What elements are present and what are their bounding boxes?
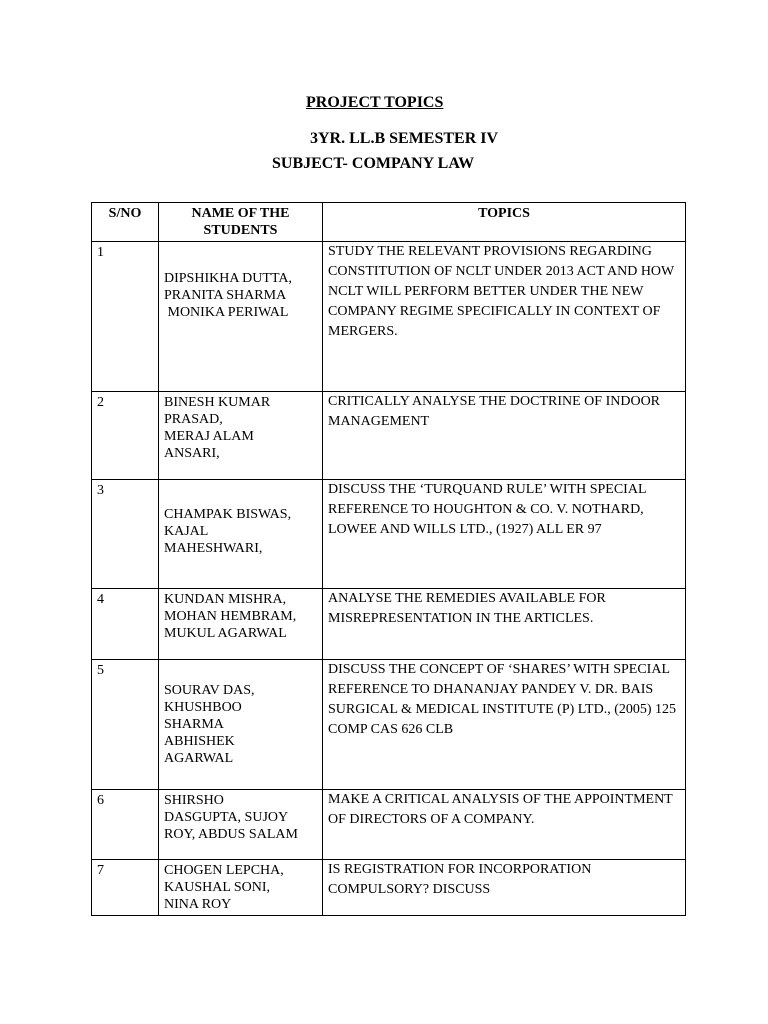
student-name-line: MUKUL AGARWAL <box>164 626 287 641</box>
student-name-line: ABHISHEK <box>164 734 235 749</box>
row-sno: 6 <box>92 790 159 860</box>
student-name-line: MONIKA PERIWAL <box>164 305 289 320</box>
row-sno: 2 <box>92 392 159 480</box>
student-name-line: ROY, ABDUS SALAM <box>164 827 298 842</box>
header-sno: S/NO <box>92 203 159 242</box>
row-topic: DISCUSS THE ‘TURQUAND RULE’ WITH SPECIAL REFERENCE TO HOUGHTON & CO. V. NOTHARD, LOWEE AND WILLS LTD., (1927) ALL ER 97 <box>323 480 686 589</box>
row-names <box>159 790 323 860</box>
row-sno: 3 <box>92 480 159 589</box>
header-names: NAME OF THE STUDENTS <box>159 203 323 242</box>
table-row <box>92 589 686 660</box>
row-topic: CRITICALLY ANALYSE THE DOCTRINE OF INDOOR MANAGEMENT <box>323 392 686 480</box>
student-name-line: KAJAL <box>164 524 209 539</box>
row-names <box>159 660 323 790</box>
row-sno: 4 <box>92 589 159 660</box>
row-topic: ANALYSE THE REMEDIES AVAILABLE FOR MISREPRESENTATION IN THE ARTICLES. <box>323 589 686 660</box>
row-sno: 7 <box>92 860 159 916</box>
student-name-line: MOHAN HEMBRAM, <box>164 609 297 624</box>
row-topic: DISCUSS THE CONCEPT OF ‘SHARES’ WITH SPECIAL REFERENCE TO DHANANJAY PANDEY V. DR. BAIS SURGICAL & MEDICAL INSTITUTE (P) LTD., (2005) 125 COMP CAS 626 CLB <box>323 660 686 790</box>
student-name-line: PRASAD, <box>164 412 223 427</box>
header-topics: TOPICS <box>323 203 686 242</box>
student-name-line: MAHESHWARI, <box>164 541 263 556</box>
student-name-line: KUNDAN MISHRA, <box>164 592 287 607</box>
student-name-line: NINA ROY <box>164 897 232 912</box>
student-name-line: ANSARI, <box>164 446 220 461</box>
row-names <box>159 392 323 480</box>
student-name-line: KAUSHAL SONI, <box>164 880 271 895</box>
student-name-line: AGARWAL <box>164 751 234 766</box>
row-names <box>159 480 323 589</box>
table-row <box>92 392 686 480</box>
student-name-line: SOURAV DAS, <box>164 683 255 698</box>
row-sno: 1 <box>92 242 159 392</box>
student-name-line: CHAMPAK BISWAS, <box>164 507 292 522</box>
table-row <box>92 242 686 392</box>
row-topic: MAKE A CRITICAL ANALYSIS OF THE APPOINTMENT OF DIRECTORS OF A COMPANY. <box>323 790 686 860</box>
row-names <box>159 860 323 916</box>
student-name-line: DASGUPTA, SUJOY <box>164 810 289 825</box>
subject-heading: SUBJECT- COMPANY LAW <box>272 155 475 172</box>
row-names <box>159 242 323 392</box>
topics-table <box>91 202 686 916</box>
row-sno: 5 <box>92 660 159 790</box>
table-row <box>92 480 686 589</box>
table-header-row <box>92 203 686 242</box>
student-name-line: BINESH KUMAR <box>164 395 271 410</box>
student-name-line: PRANITA SHARMA <box>164 288 287 303</box>
page-title: PROJECT TOPICS <box>306 94 444 111</box>
student-name-line: KHUSHBOO <box>164 700 242 715</box>
row-topic: IS REGISTRATION FOR INCORPORATION COMPULSORY? DISCUSS <box>323 860 686 916</box>
student-name-line: SHIRSHO <box>164 793 224 808</box>
student-name-line: DIPSHIKHA DUTTA, <box>164 271 292 286</box>
row-names <box>159 589 323 660</box>
table-row <box>92 660 686 790</box>
semester-heading: 3YR. LL.B SEMESTER IV <box>310 130 499 147</box>
table-row <box>92 790 686 860</box>
student-name-line: SHARMA <box>164 717 224 732</box>
student-name-line: MERAJ ALAM <box>164 429 254 444</box>
table-row <box>92 860 686 916</box>
student-name-line: CHOGEN LEPCHA, <box>164 863 284 878</box>
row-topic: STUDY THE RELEVANT PROVISIONS REGARDING CONSTITUTION OF NCLT UNDER 2013 ACT AND HOW NCLT WILL PERFORM BETTER UNDER THE NEW COMPANY REGIME SPECIFICALLY IN CONTEXT OF MERGERS. <box>323 242 686 392</box>
